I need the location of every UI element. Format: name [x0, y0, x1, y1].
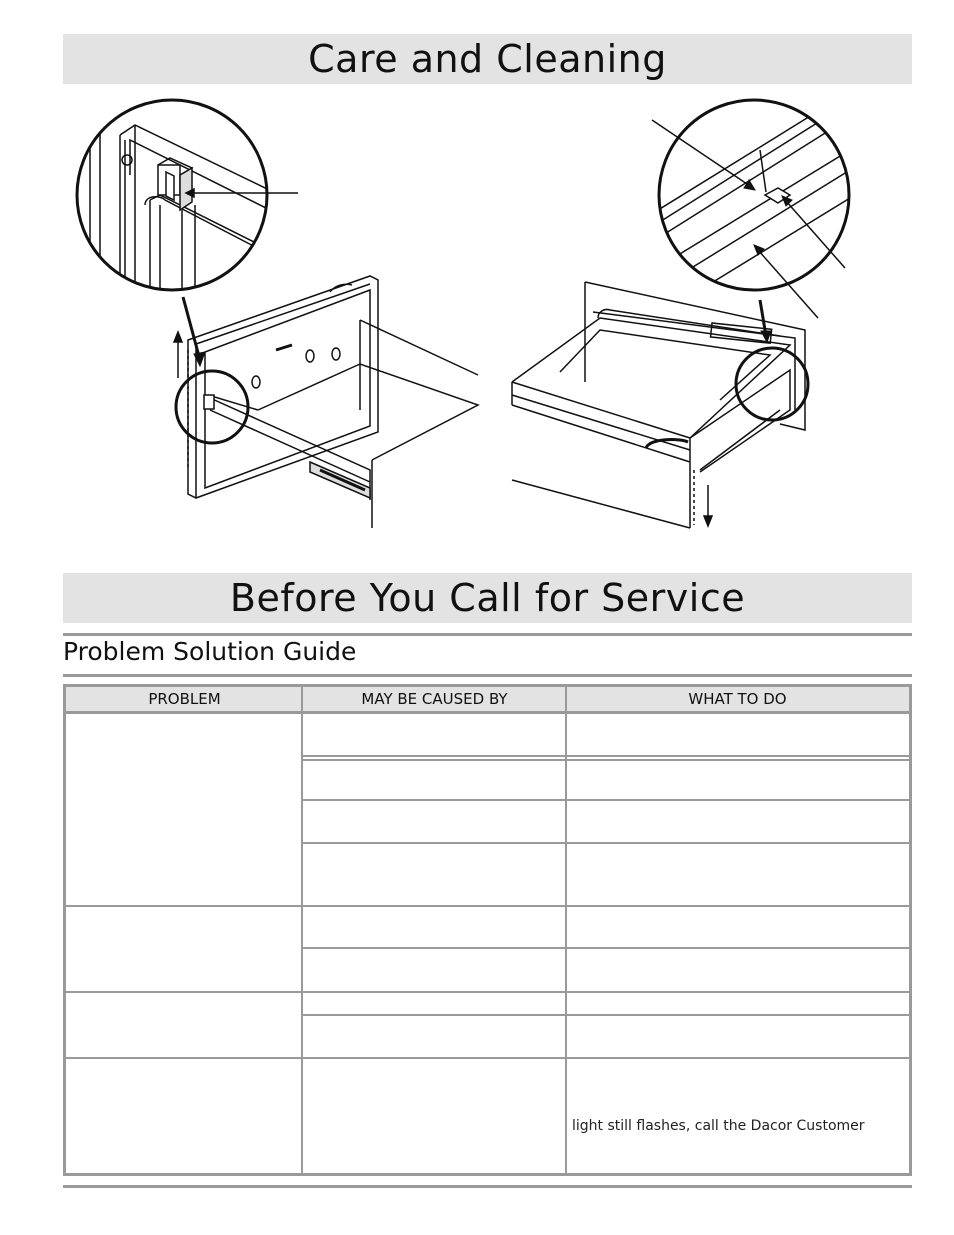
left-drawer-drawing	[174, 276, 478, 528]
before-you-call-banner	[63, 573, 912, 623]
column-header-what-to-do: WHAT TO DO	[566, 687, 909, 714]
row-divider	[66, 905, 909, 907]
section-divider	[63, 674, 912, 677]
section-divider	[63, 633, 912, 636]
problem-solution-table	[63, 684, 912, 1176]
left-detail-magnifier	[60, 100, 298, 366]
before-you-call-title: Before You Call for Service	[229, 576, 746, 620]
problem-solution-guide-heading: Problem Solution Guide	[63, 637, 357, 666]
row-divider	[66, 991, 909, 993]
sub-row-divider	[302, 759, 909, 761]
sub-row-divider	[302, 799, 909, 801]
care-and-cleaning-banner	[63, 34, 912, 84]
column-header-caused-by: MAY BE CAUSED BY	[303, 687, 566, 714]
page-bottom-divider	[63, 1185, 912, 1188]
sub-row-divider	[302, 755, 909, 757]
drawer-removal-illustrations	[0, 90, 954, 550]
right-detail-magnifier	[650, 100, 855, 342]
sub-row-divider	[302, 947, 909, 949]
column-header-problem: PROBLEM	[66, 687, 303, 714]
what-to-do-text: light still flashes, call the Dacor Customer	[572, 1118, 865, 1134]
sub-row-divider	[302, 1014, 909, 1016]
care-and-cleaning-title: Care and Cleaning	[308, 37, 667, 81]
sub-row-divider	[302, 842, 909, 844]
row-divider	[66, 1057, 909, 1059]
